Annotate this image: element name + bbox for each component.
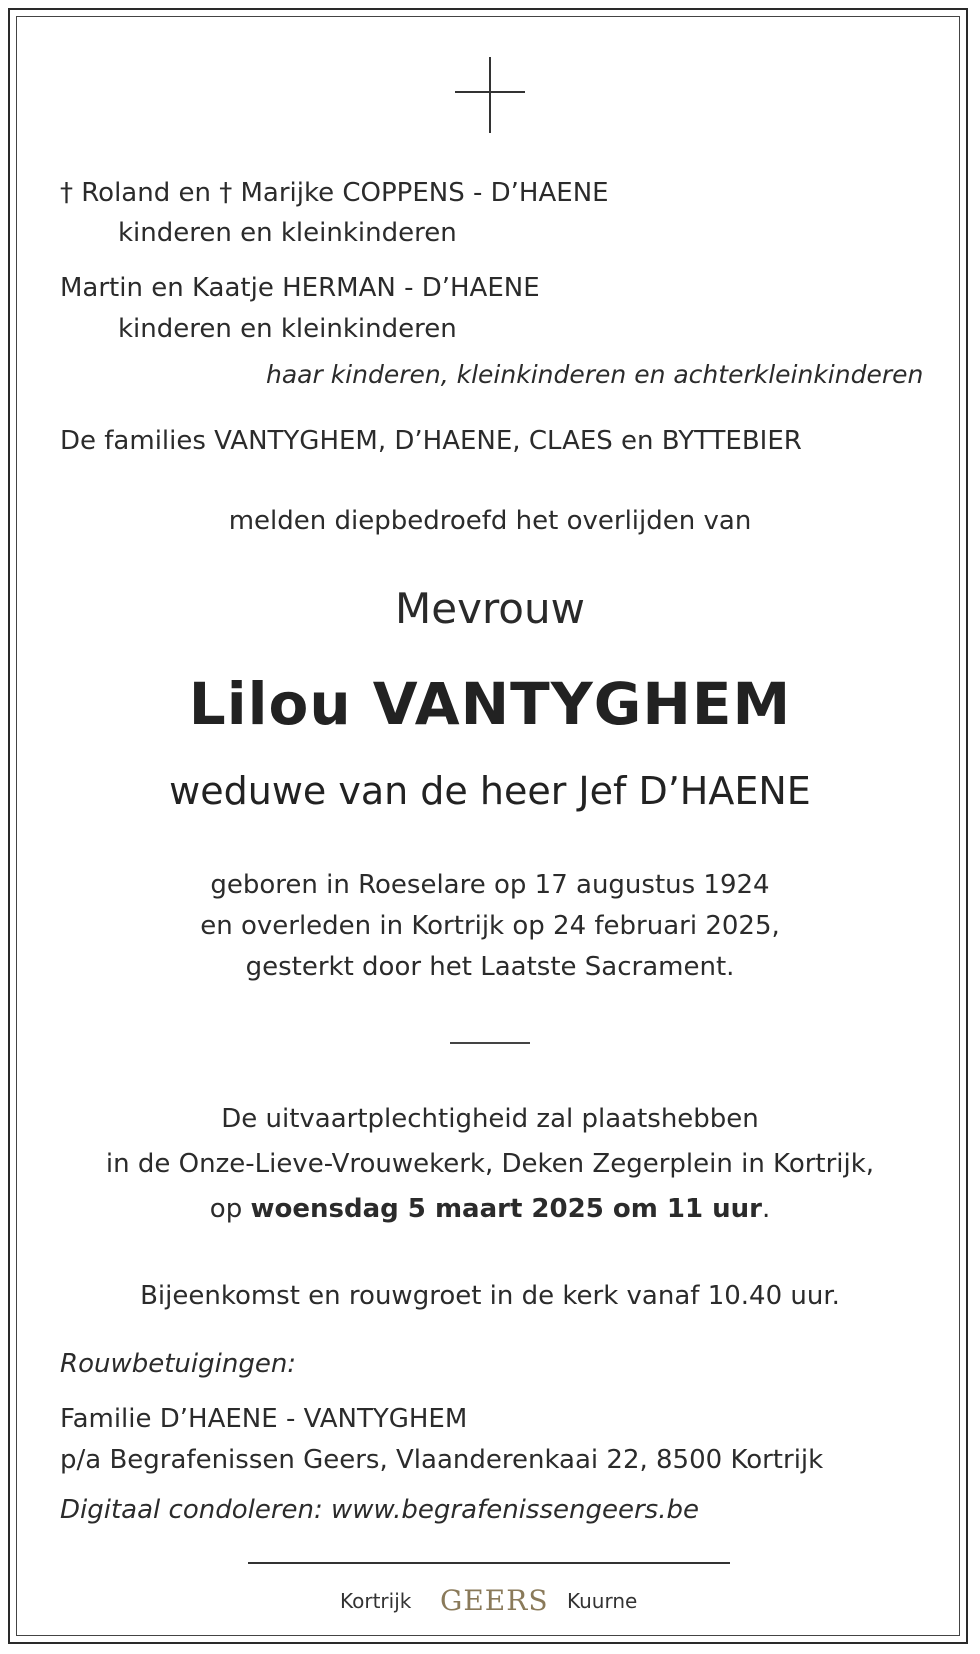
sacrament-line: gesterkt door het Laatste Sacrament.: [245, 952, 735, 982]
death-line: en overleden in Kortrijk op 24 februari 2025,: [200, 911, 780, 941]
online-condolences: Digitaal condoleren: www.begrafenissengeers.be: [60, 1495, 699, 1525]
family-line-2-sub: kinderen en kleinkinderen: [118, 314, 457, 344]
funeral-line-3-prefix: op: [209, 1194, 251, 1224]
birth-line: geboren in Roeselare op 17 augustus 1924: [210, 870, 770, 900]
geers-logo: GEERS: [440, 1584, 549, 1617]
deceased-name: Lilou VANTYGHEM: [188, 670, 792, 738]
funeral-line-2: in de Onze-Lieve-Vrouwekerk, Deken Zegerplein in Kortrijk,: [105, 1149, 875, 1179]
funeral-date: woensdag 5 maart 2025 om 11 uur: [250, 1194, 762, 1224]
inner-border: [16, 16, 960, 1636]
footer-right: Kuurne: [567, 1589, 638, 1613]
condolences-address: p/a Begrafenissen Geers, Vlaanderenkaai 22, 8500 Kortrijk: [60, 1445, 824, 1475]
separator: [450, 1042, 530, 1044]
widow-line: weduwe van de heer Jef D’HAENE: [169, 769, 811, 813]
family-line-2: Martin en Kaatje HERMAN - D’HAENE: [60, 273, 540, 303]
family-line-1-sub: kinderen en kleinkinderen: [118, 218, 457, 248]
condolences-heading: Rouwbetuigingen:: [60, 1349, 297, 1379]
condolences-family: Familie D’HAENE - VANTYGHEM: [60, 1404, 468, 1434]
footer-line: [248, 1562, 730, 1564]
deceased-title: Mevrouw: [395, 584, 585, 633]
cross-icon: [455, 57, 525, 133]
footer-left: Kortrijk: [340, 1589, 412, 1613]
funeral-line-1: De uitvaartplechtigheid zal plaatshebben: [221, 1104, 759, 1134]
gathering-line: Bijeenkomst en rouwgroet in de kerk vanaf 10.40 uur.: [140, 1281, 840, 1311]
descendants-line: haar kinderen, kleinkinderen en achterkleinkinderen: [266, 360, 924, 389]
announcement: melden diepbedroefd het overlijden van: [228, 506, 752, 536]
family-line-1: † Roland en † Marijke COPPENS - D’HAENE: [60, 178, 609, 208]
funeral-line-3-suffix: .: [761, 1194, 771, 1224]
funeral-line-3: [0, 1193, 980, 1225]
families-line: De families VANTYGHEM, D’HAENE, CLAES en BYTTEBIER: [60, 426, 802, 456]
